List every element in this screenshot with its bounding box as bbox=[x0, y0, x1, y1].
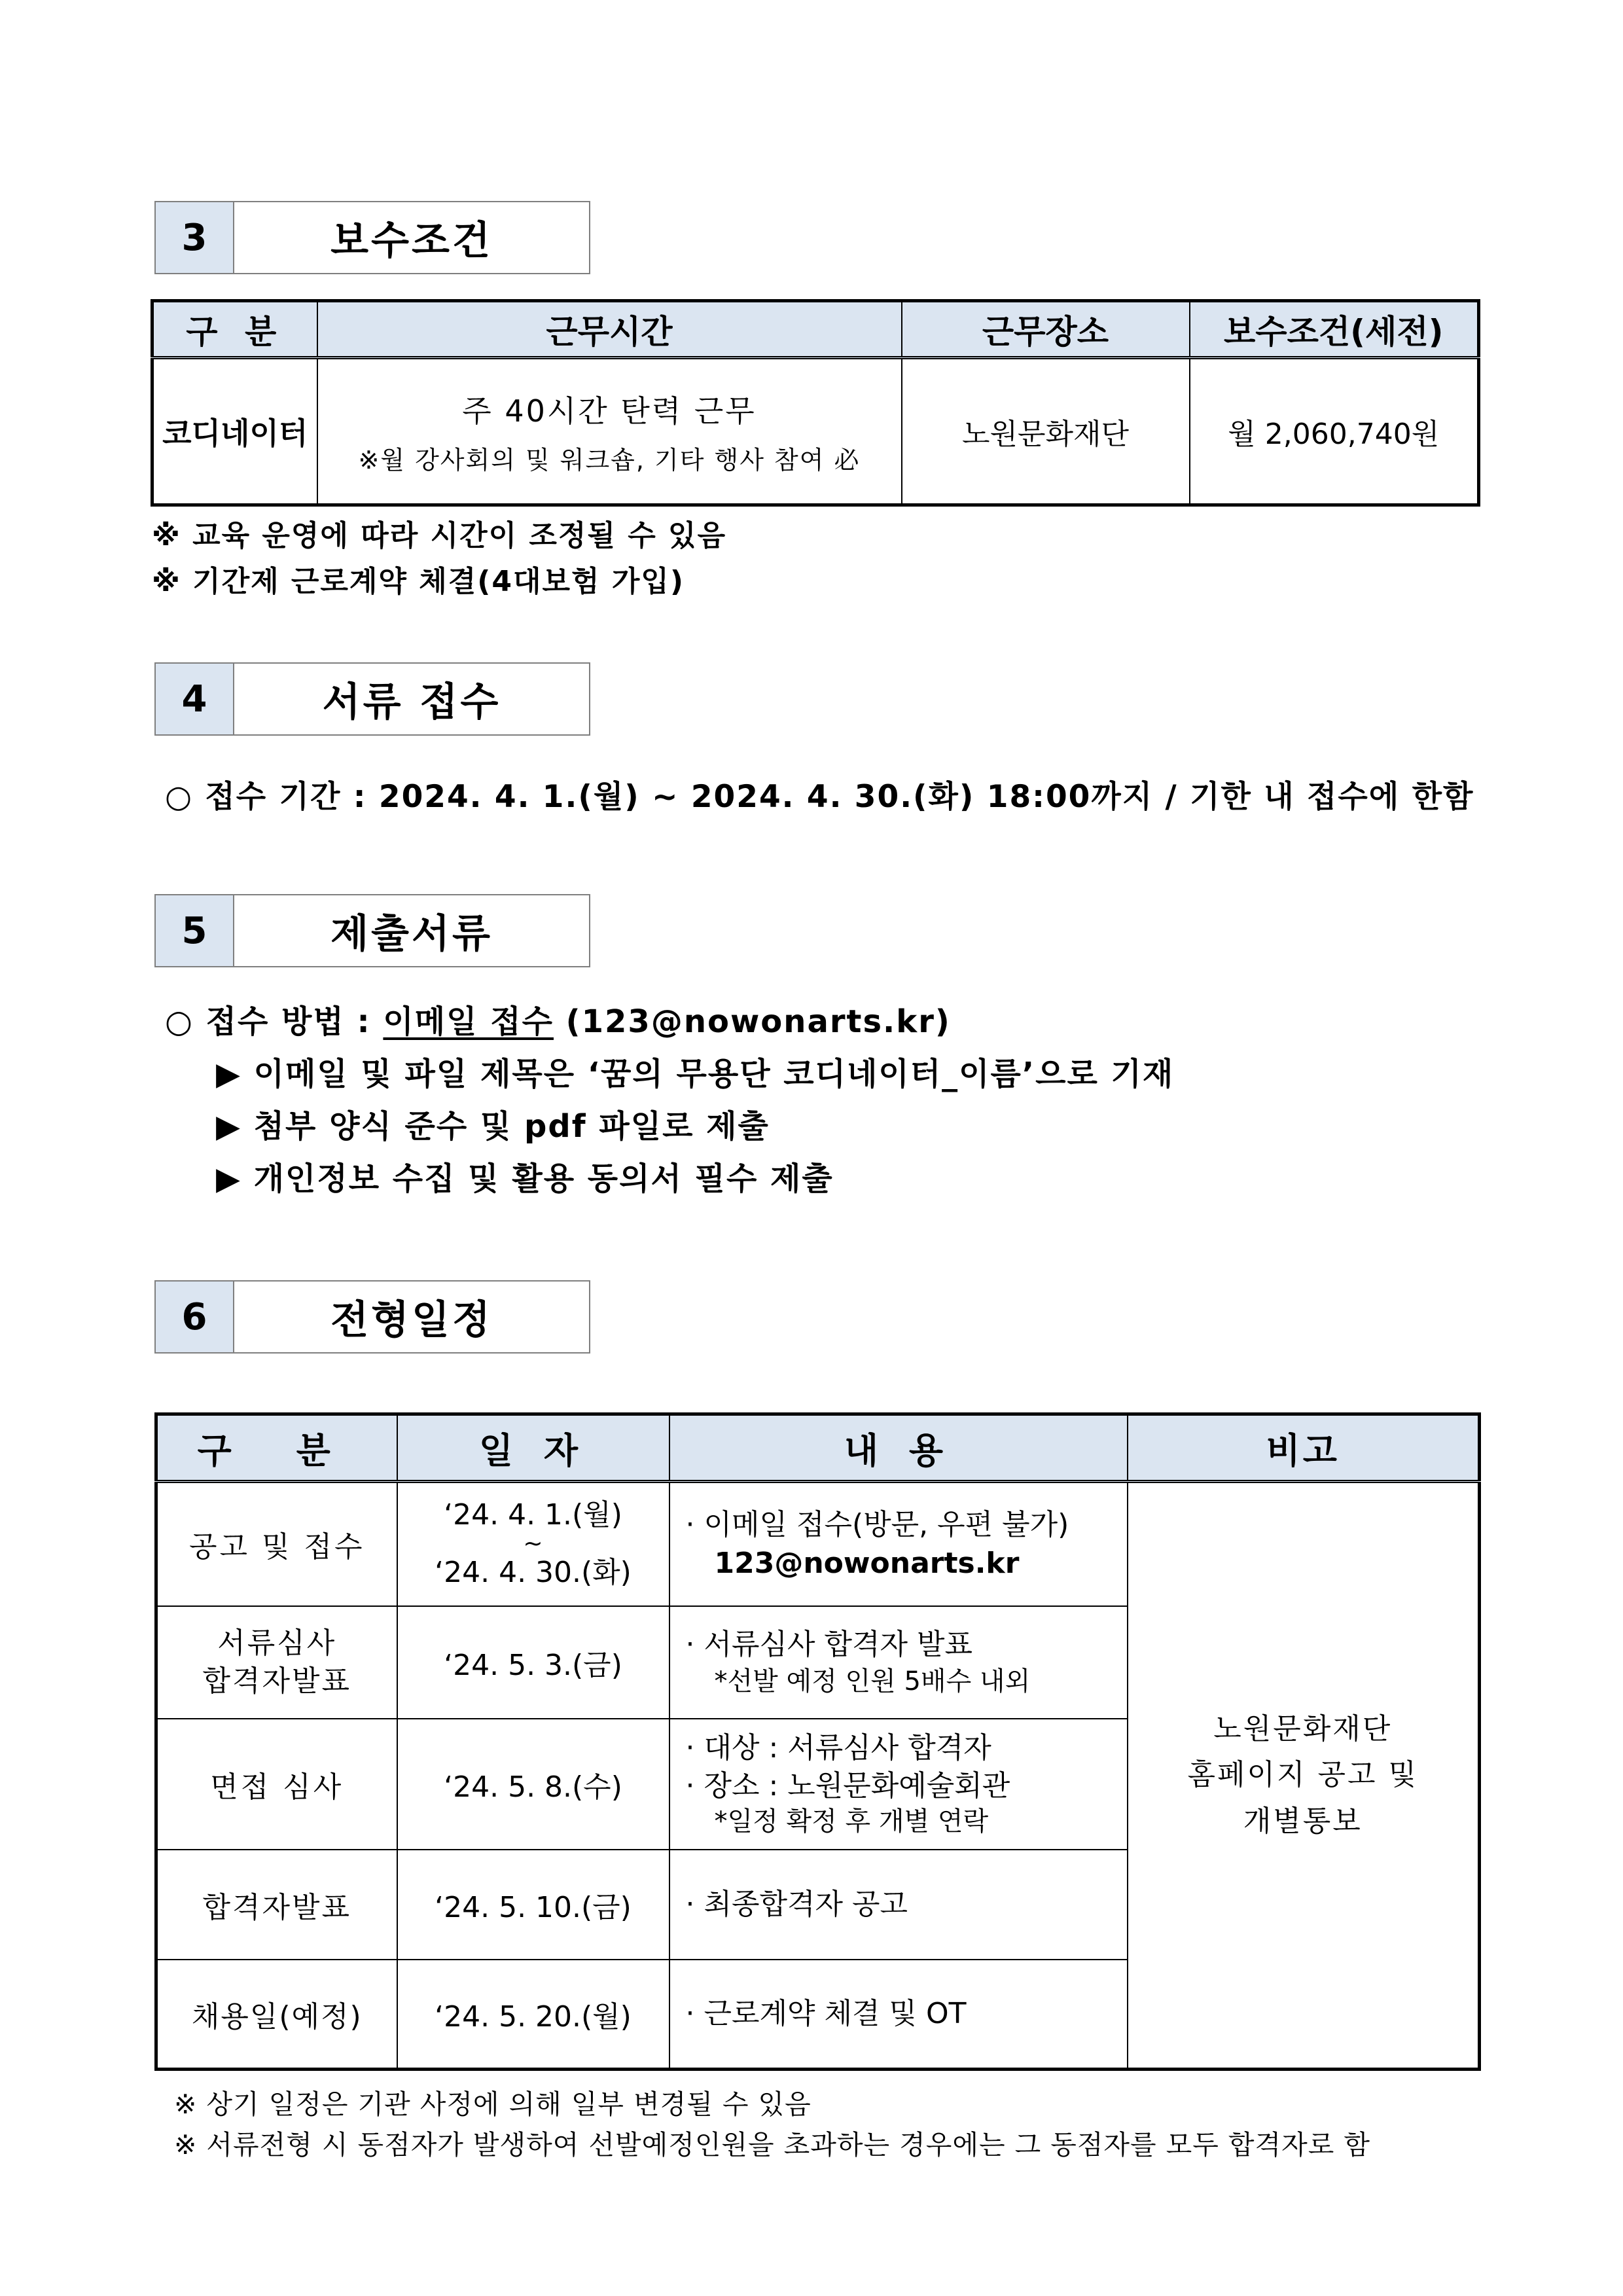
schedule-date: ‘24. 5. 20.(월) bbox=[397, 1960, 669, 2070]
section-title: 제출서류 bbox=[330, 911, 493, 957]
section-title: 서류 접수 bbox=[322, 679, 501, 725]
schedule-table bbox=[154, 1412, 1481, 2071]
schedule-content bbox=[669, 1719, 1128, 1850]
schedule-remark-line: 개별통보 bbox=[1243, 1804, 1363, 1838]
schedule-header-row bbox=[156, 1414, 1480, 1482]
submission-item-1: ▶ 이메일 및 파일 제목은 ‘꿈의 무용단 코디네이터_이름’으로 기재 bbox=[216, 1056, 1175, 1092]
pay-amount: 월 2,060,740원 bbox=[1190, 358, 1479, 505]
schedule-date bbox=[397, 1482, 669, 1606]
section-number: 6 bbox=[156, 1282, 234, 1352]
schedule-header-content: 내 용 bbox=[669, 1414, 1128, 1482]
pay-header-division: 구 분 bbox=[152, 301, 317, 358]
pay-note-2: ※ 기간제 근로계약 체결(4대보험 가입) bbox=[152, 565, 685, 598]
schedule-content: · 최종합격자 공고 bbox=[669, 1850, 1128, 1960]
section-header-5 bbox=[154, 894, 590, 967]
submission-method bbox=[165, 996, 951, 1041]
schedule-content-line: *선발 예정 인원 5배수 내외 bbox=[714, 1666, 1031, 1697]
schedule-content-line: *일정 확정 후 개별 연락 bbox=[714, 1806, 989, 1837]
pay-hours bbox=[317, 358, 902, 505]
schedule-type: 합격자발표 bbox=[156, 1850, 397, 1960]
submission-email: (123@nowonarts.kr) bbox=[553, 1003, 951, 1040]
schedule-content bbox=[669, 1606, 1128, 1719]
submission-method-underlined: 이메일 접수 bbox=[383, 1003, 554, 1040]
schedule-remark bbox=[1128, 1482, 1480, 2070]
schedule-date: ‘24. 5. 8.(수) bbox=[397, 1719, 669, 1850]
schedule-header-remark: 비고 bbox=[1128, 1414, 1480, 1482]
pay-header-pay: 보수조건(세전) bbox=[1190, 301, 1479, 358]
section-title: 전형일정 bbox=[330, 1297, 493, 1343]
pay-table-header-row bbox=[152, 301, 1479, 358]
schedule-content-line: · 서류심사 합격자 발표 bbox=[685, 1627, 972, 1661]
schedule-type-line: 서류심사 bbox=[217, 1626, 337, 1660]
schedule-content bbox=[669, 1482, 1128, 1606]
submission-item-3: ▶ 개인정보 수집 및 활용 동의서 필수 제출 bbox=[216, 1160, 834, 1197]
schedule-content-line: · 이메일 접수(방문, 우편 불가) bbox=[685, 1507, 1069, 1541]
schedule-content-line: · 장소 : 노원문화예술회관 bbox=[685, 1768, 1010, 1803]
schedule-note-1: ※ 상기 일정은 기관 사정에 의해 일부 변경될 수 있음 bbox=[174, 2089, 812, 2120]
schedule-remark-line: 홈페이지 공고 및 bbox=[1187, 1758, 1418, 1792]
schedule-note-2: ※ 서류전형 시 동점자가 발생하여 선발예정인원을 초과하는 경우에는 그 동점자를 모두 합격자로 함 bbox=[174, 2129, 1370, 2161]
schedule-date-sep: ~ bbox=[523, 1530, 543, 1558]
schedule-type-line: 합격자발표 bbox=[202, 1664, 352, 1698]
pay-role: 코디네이터 bbox=[152, 358, 317, 505]
pay-header-hours: 근무시간 bbox=[317, 301, 902, 358]
schedule-type: 공고 및 접수 bbox=[156, 1482, 397, 1606]
schedule-header-date: 일 자 bbox=[397, 1414, 669, 1482]
submission-method-prefix: ○ 접수 방법 : bbox=[165, 1003, 383, 1040]
pay-note-1: ※ 교육 운영에 따라 시간이 조정될 수 있음 bbox=[152, 519, 727, 552]
pay-hours-note: ※월 강사회의 및 워크숍, 기타 행사 참여 必 bbox=[358, 445, 861, 475]
section-header-6 bbox=[154, 1280, 590, 1354]
schedule-header-division: 구 분 bbox=[156, 1414, 397, 1482]
receipt-period: ○ 접수 기간 : 2024. 4. 1.(월) ~ 2024. 4. 30.(화) 18:00까지 / 기한 내 접수에 한함 bbox=[165, 779, 1474, 815]
section-title: 보수조건 bbox=[330, 218, 493, 264]
section-number: 3 bbox=[156, 202, 234, 273]
schedule-row bbox=[156, 1482, 1480, 1606]
schedule-type: 면접 심사 bbox=[156, 1719, 397, 1850]
schedule-type: 채용일(예정) bbox=[156, 1960, 397, 2070]
pay-table-row bbox=[152, 358, 1479, 505]
schedule-content: · 근로계약 체결 및 OT bbox=[669, 1960, 1128, 2070]
pay-header-place: 근무장소 bbox=[902, 301, 1190, 358]
section-header-4 bbox=[154, 662, 590, 736]
schedule-remark-line: 노원문화재단 bbox=[1213, 1712, 1393, 1746]
section-header-3 bbox=[154, 201, 590, 274]
schedule-date: ‘24. 5. 10.(금) bbox=[397, 1850, 669, 1960]
schedule-date-to: ‘24. 4. 30.(화) bbox=[435, 1556, 632, 1590]
schedule-type bbox=[156, 1606, 397, 1719]
schedule-content-line: · 대상 : 서류심사 합격자 bbox=[685, 1731, 991, 1765]
pay-table bbox=[151, 299, 1480, 507]
section-number: 4 bbox=[156, 664, 234, 734]
section-number: 5 bbox=[156, 895, 234, 966]
submission-item-2: ▶ 첨부 양식 준수 및 pdf 파일로 제출 bbox=[216, 1108, 770, 1145]
schedule-content-email: 123@nowonarts.kr bbox=[714, 1547, 1020, 1581]
schedule-date: ‘24. 5. 3.(금) bbox=[397, 1606, 669, 1719]
pay-hours-main: 주 40시간 탄력 근무 bbox=[462, 393, 757, 429]
schedule-date-from: ‘24. 4. 1.(월) bbox=[444, 1498, 622, 1532]
pay-place: 노원문화재단 bbox=[902, 358, 1190, 505]
